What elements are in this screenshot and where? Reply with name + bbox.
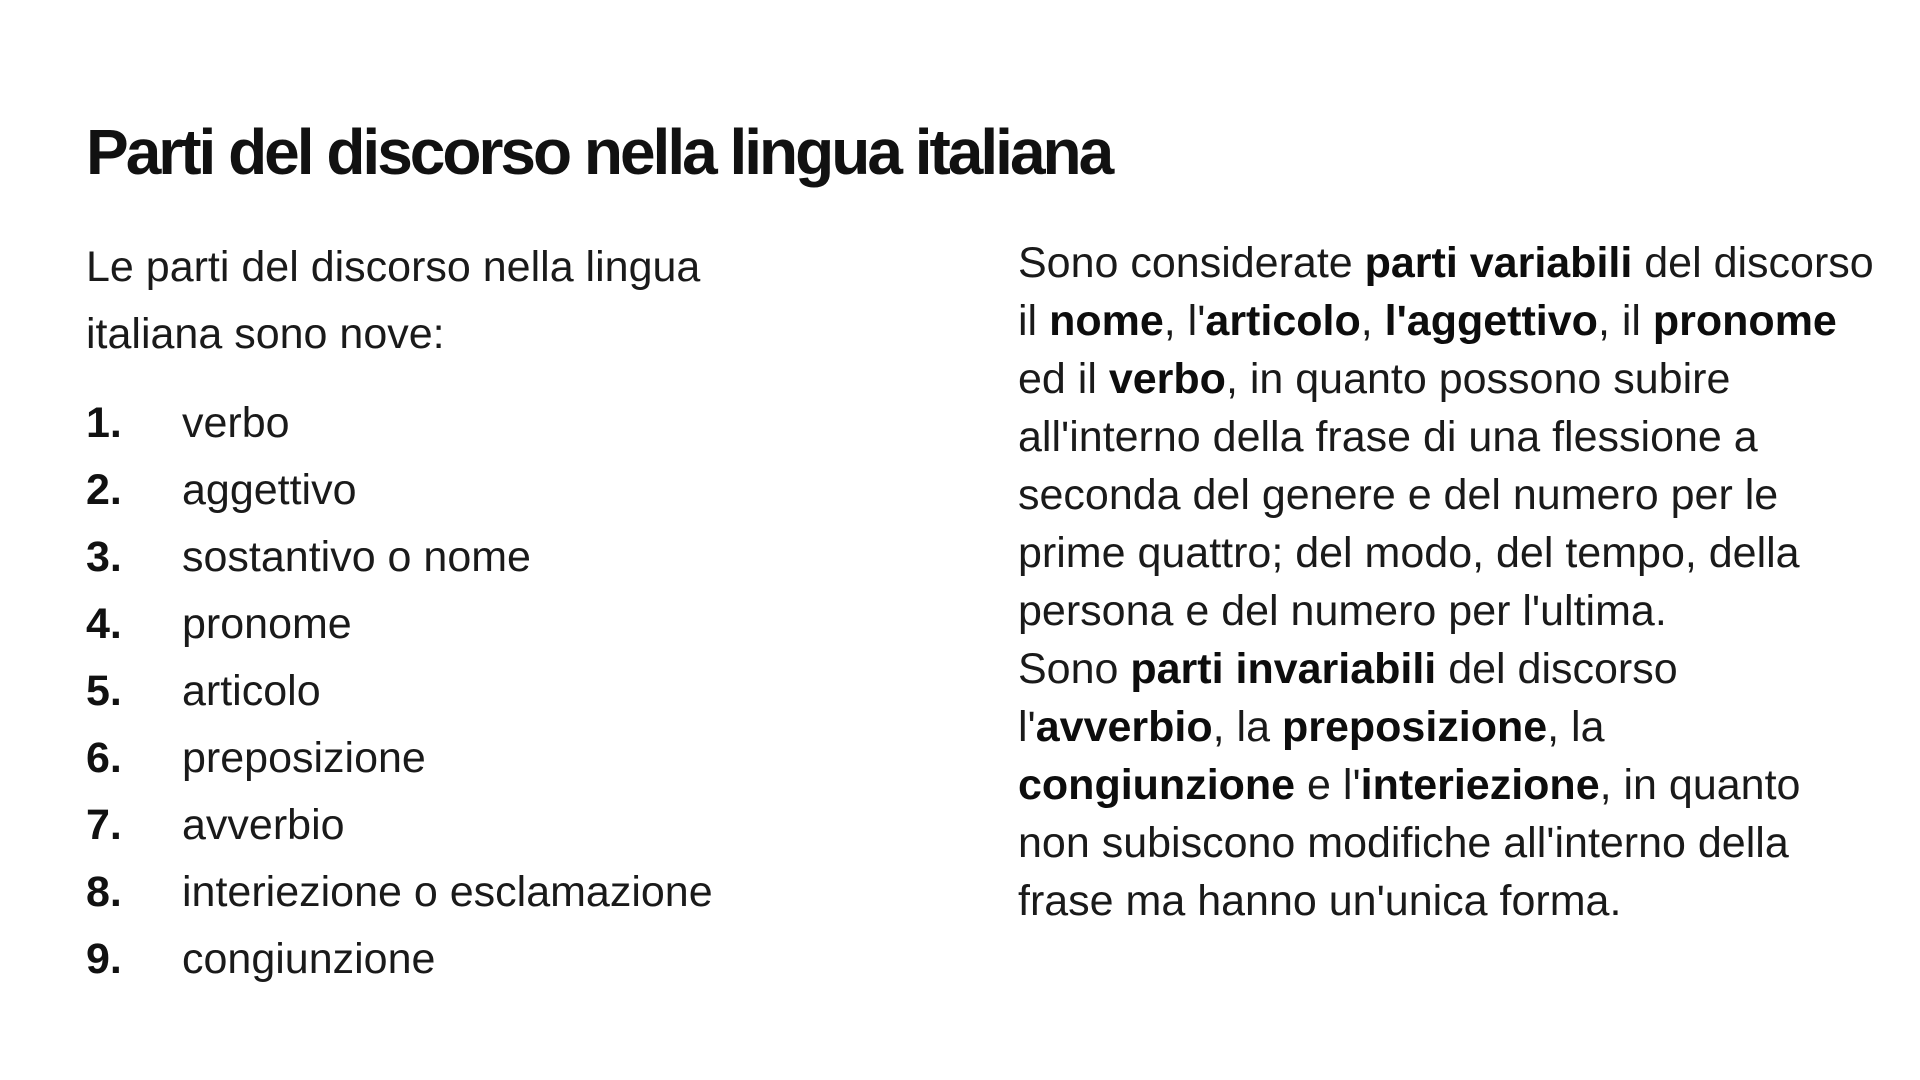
list-item <box>86 457 713 524</box>
emphasis-avverbio: avverbio <box>1035 703 1213 751</box>
emphasis-interiezione: interiezione <box>1360 761 1600 809</box>
emphasis-articolo: articolo <box>1205 297 1361 345</box>
list-item-label: verbo <box>182 399 290 447</box>
list-item-number: 8. <box>86 868 122 916</box>
text-fragment: e l' <box>1295 761 1361 809</box>
text-fragment: , il <box>1597 297 1653 345</box>
text-fragment: , in quanto possono subire all'interno della frase di una flessione a seconda del genere e del numero per le prime quattro; del modo, del tempo, della persona e del numero per l'ultima. <box>1018 355 1800 635</box>
emphasis-pronome: pronome <box>1652 297 1837 345</box>
text-fragment: , la <box>1547 703 1605 751</box>
list-item <box>86 390 713 457</box>
list-item-label: aggettivo <box>182 466 357 514</box>
list-item-label: pronome <box>182 600 352 648</box>
text-fragment: , <box>1360 297 1385 345</box>
list-item-number: 2. <box>86 466 122 514</box>
list-item-label: avverbio <box>182 801 345 849</box>
text-fragment: Sono considerate <box>1018 239 1365 287</box>
list-item-label: congiunzione <box>182 935 436 983</box>
invariable-parts-paragraph <box>1018 640 1878 930</box>
text-fragment: , l' <box>1163 297 1206 345</box>
list-item <box>86 792 713 859</box>
text-fragment: , la <box>1212 703 1282 751</box>
text-fragment: del discorso il <box>1018 239 1874 345</box>
list-item-number: 9. <box>86 935 122 983</box>
emphasis-nome: nome <box>1049 297 1164 345</box>
emphasis-aggettivo: l'aggettivo <box>1384 297 1598 345</box>
list-item-label: articolo <box>182 667 321 715</box>
emphasis-parti-variabili: parti variabili <box>1364 239 1633 287</box>
list-item <box>86 524 713 591</box>
emphasis-parti-invariabili: parti invariabili <box>1130 645 1437 693</box>
text-fragment: Sono <box>1018 645 1131 693</box>
list-item-label: preposizione <box>182 734 426 782</box>
text-fragment: ed il <box>1018 355 1109 403</box>
list-item-number: 4. <box>86 600 122 648</box>
text-fragment: del discorso l' <box>1018 645 1678 751</box>
list-item <box>86 725 713 792</box>
parts-list <box>86 390 713 993</box>
list-item <box>86 658 713 725</box>
list-item-number: 1. <box>86 399 122 447</box>
list-item-number: 3. <box>86 533 122 581</box>
list-item <box>86 859 713 926</box>
emphasis-congiunzione: congiunzione <box>1018 761 1296 809</box>
list-item-number: 6. <box>86 734 122 782</box>
list-item-number: 7. <box>86 801 122 849</box>
emphasis-verbo: verbo <box>1108 355 1226 403</box>
list-item-number: 5. <box>86 667 122 715</box>
list-item <box>86 591 713 658</box>
variable-parts-paragraph <box>1018 234 1878 640</box>
list-item-label: sostantivo o nome <box>182 533 531 581</box>
explanation-column <box>1018 234 1878 930</box>
text-fragment: , in quanto non subiscono modifiche all'interno della frase ma hanno un'unica forma. <box>1018 761 1801 925</box>
intro-text: Le parti del discorso nella lingua italiana sono nove: <box>86 243 701 358</box>
emphasis-preposizione: preposizione <box>1281 703 1548 751</box>
page-title: Parti del discorso nella lingua italiana <box>86 116 1112 188</box>
list-item <box>86 926 713 993</box>
list-item-label: interiezione o esclamazione <box>182 868 713 916</box>
